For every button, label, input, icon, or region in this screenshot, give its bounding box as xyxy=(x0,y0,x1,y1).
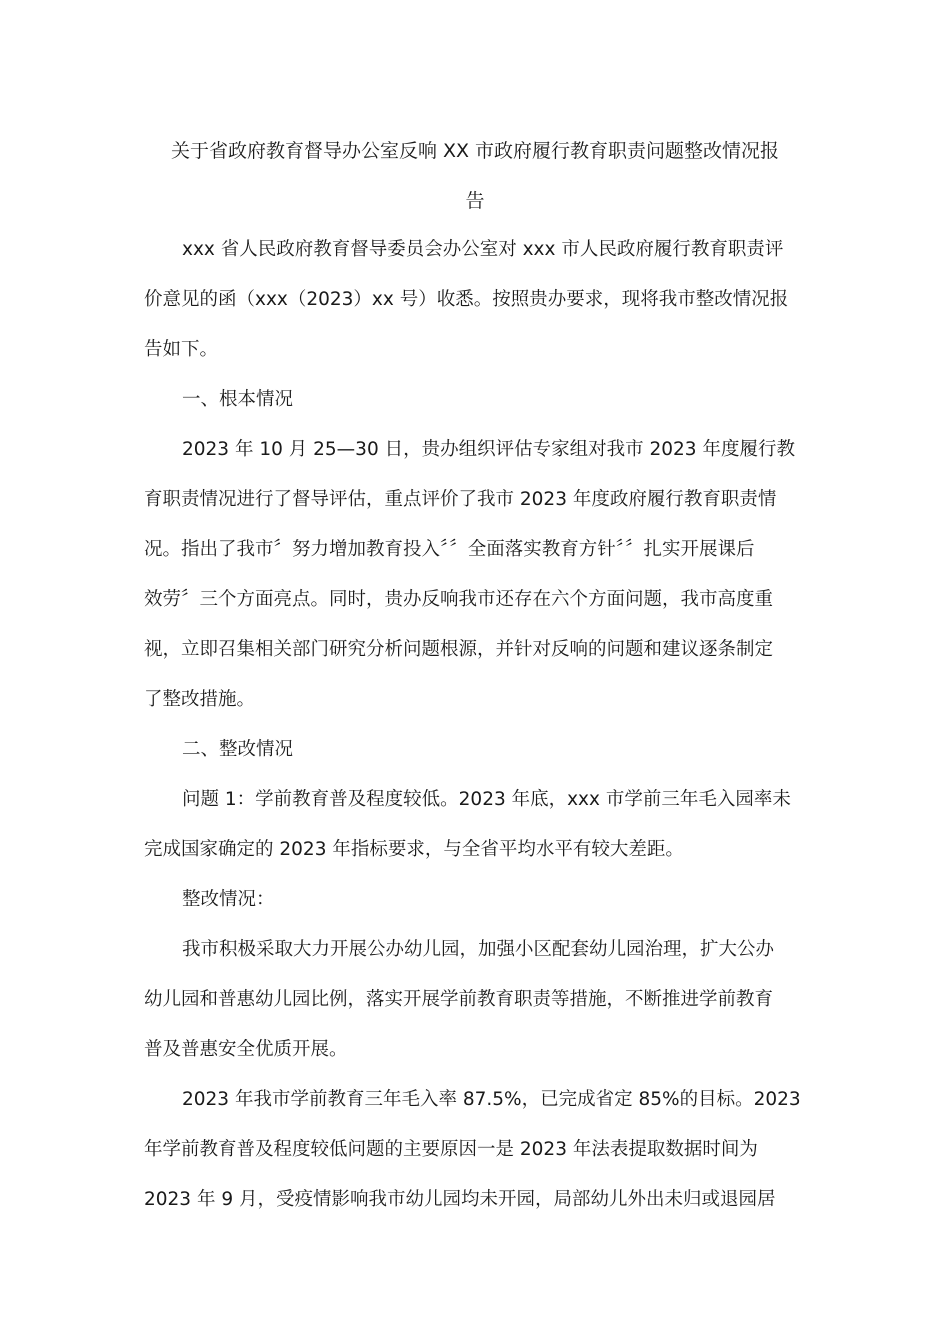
paragraph-line: 普及普惠安全优质开展。 xyxy=(144,1039,348,1060)
paragraph-line: 视，立即召集相关部门研究分析问题根源，并针对反响的问题和建议逐条制定 xyxy=(144,639,774,660)
paragraph-line: 2023 年 9 月，受疫情影响我市幼儿园均未开园，局部幼儿外出未归或退园居 xyxy=(144,1189,776,1210)
title-line-1: 关于省政府教育督导办公室反响 XX 市政府履行教育职责问题整改情况报 xyxy=(170,140,780,162)
paragraph-line: 育职责情况进行了督导评估，重点评价了我市 2023 年度政府履行教育职责情 xyxy=(144,489,777,510)
paragraph xyxy=(144,925,804,1075)
paragraph-line: 完成国家确定的 2023 年指标要求，与全省平均水平有较大差距。 xyxy=(144,839,684,860)
paragraph-line: 幼儿园和普惠幼儿园比例，落实开展学前教育职责等措施，不断推进学前教育 xyxy=(144,989,774,1010)
paragraph-line: 一、根本情况 xyxy=(182,389,294,410)
paragraph-line: 问题 1：学前教育普及程度较低。2023 年底，xxx 市学前三年毛入园率未 xyxy=(182,789,791,810)
paragraph-line: 告如下。 xyxy=(144,339,219,360)
paragraph-line: 况。指出了我市〞努力增加教育投入〞〞全面落实教育方针〞〞扎实开展课后 xyxy=(144,539,755,560)
paragraph-line: 年学前教育普及程度较低问题的主要原因一是 2023 年法表提取数据时间为 xyxy=(144,1139,758,1160)
paragraph-line: 二、整改情况 xyxy=(182,739,294,760)
paragraph xyxy=(144,875,804,925)
paragraph-line: 2023 年 10 月 25—30 日，贵办组织评估专家组对我市 2023 年度履行教 xyxy=(182,439,795,460)
paragraph-line: xxx 省人民政府教育督导委员会办公室对 xxx 市人民政府履行教育职责评 xyxy=(182,239,784,260)
paragraph xyxy=(144,725,804,775)
paragraph xyxy=(144,775,804,875)
paragraph-line: 了整改措施。 xyxy=(144,689,256,710)
document-title xyxy=(140,126,810,226)
paragraph xyxy=(144,1075,804,1225)
paragraph-line: 整改情况： xyxy=(182,889,275,910)
paragraph-line: 2023 年我市学前教育三年毛入率 87.5%，已完成省定 85%的目标。2023 xyxy=(182,1089,801,1110)
paragraph xyxy=(144,425,804,725)
document-body xyxy=(144,225,804,1225)
paragraph xyxy=(144,375,804,425)
title-line-2: 告 xyxy=(465,190,485,212)
paragraph-line: 价意见的函（xxx（2023）xx 号）收悉。按照贵办要求，现将我市整改情况报 xyxy=(144,289,789,310)
paragraph-line: 效劳〞三个方面亮点。同时，贵办反响我市还存在六个方面问题，我市高度重 xyxy=(144,589,774,610)
paragraph-line: 我市积极采取大力开展公办幼儿园，加强小区配套幼儿园治理，扩大公办 xyxy=(182,939,775,960)
paragraph xyxy=(144,225,804,375)
